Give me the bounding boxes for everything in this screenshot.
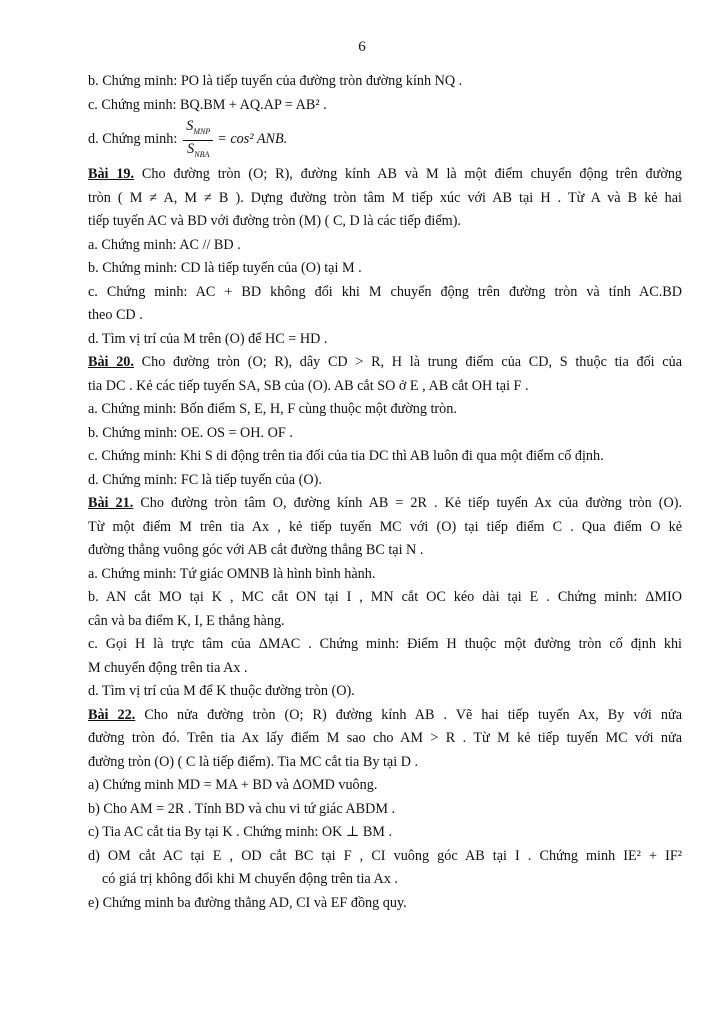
text-line	[88, 516, 682, 540]
fraction	[183, 118, 213, 163]
text-line	[88, 586, 682, 610]
exercise-heading: Bài 21.	[88, 495, 134, 511]
text-line	[88, 751, 682, 775]
line-text: d) OM cắt AC tại E , OD cắt BC tại F , CI vuông góc AB tại I . Chứng minh IE² + IF²	[88, 847, 682, 864]
exercise-heading: Bài 19.	[88, 166, 135, 182]
line-text: a. Chứng minh: Tứ giác OMNB là hình bình hành.	[88, 565, 376, 582]
line-text: tiếp tuyến AC và BD với đường tròn (M) ( C, D là các tiếp điểm).	[88, 213, 461, 229]
text-line	[88, 210, 682, 234]
fraction-prefix: d. Chứng minh:	[88, 131, 178, 148]
line-text: b. Chứng minh: CD là tiếp tuyến của (O) tại M .	[88, 260, 362, 276]
line-text: b. AN cắt MO tại K , MC cắt ON tại I , MN cắt OC kéo dài tại E . Chứng minh: ΔMIO	[88, 589, 682, 605]
document-body	[88, 70, 682, 915]
line-text: d. Tìm vị trí của M để K thuộc đường tròn (O).	[88, 683, 355, 699]
line-text: d. Tìm vị trí của M trên (O) để HC = HD .	[88, 330, 328, 347]
text-line	[88, 422, 682, 446]
text-line	[88, 492, 682, 516]
text-line	[88, 117, 682, 163]
exercise-heading: Bài 20.	[88, 354, 134, 370]
line-text: a. Chứng minh: AC // BD .	[88, 236, 241, 253]
text-line	[88, 845, 682, 869]
text-line	[88, 469, 682, 493]
line-text: c. Chứng minh: BQ.BM + AQ.AP = AB² .	[88, 96, 327, 113]
text-line	[88, 774, 682, 798]
fraction-numerator: $S_{MNP}$	[183, 118, 213, 141]
line-text: tia DC . Kẻ các tiếp tuyến SA, SB của (O). AB cắt SO ở E , AB cắt OH tại F .	[88, 377, 529, 394]
line-text: M chuyển động trên tia Ax .	[88, 659, 248, 676]
line-text: đường tròn đó. Trên tia Ax lấy điểm M sao cho AM > R . Từ M kẻ tiếp tuyến MC với nửa	[88, 730, 682, 746]
text-line	[88, 633, 682, 657]
line-text: đường thẳng vuông góc với AB cắt đường thẳng BC tại N .	[88, 542, 424, 558]
text-line	[88, 727, 682, 751]
text-line	[88, 610, 682, 634]
line-text: a) Chứng minh MD = MA + BD và ΔOMD vuông.	[88, 777, 378, 793]
page-number: 6	[358, 39, 366, 55]
text-line	[88, 70, 682, 94]
text-line	[88, 539, 682, 563]
line-text: cân và ba điểm K, I, E thẳng hàng.	[88, 612, 285, 629]
line-text: c. Chứng minh: AC + BD không đổi khi M chuyển động trên đường tròn và tính AC.BD	[88, 283, 682, 300]
line-text: Từ một điểm M trên tia Ax , kẻ tiếp tuyến MC với (O) tại tiếp điểm C . Qua điểm O kẻ	[88, 518, 682, 535]
line-text: Cho đường tròn (O; R), dây CD > R, H là trung điểm của CD, S thuộc tia đối của	[133, 354, 682, 370]
text-line	[88, 328, 682, 352]
line-text: tròn ( M ≠ A, M ≠ B ). Dựng đường tròn tâm M tiếp xúc với AB tại H . Từ A và B kẻ hai	[88, 189, 682, 206]
text-line	[88, 304, 682, 328]
line-text: e) Chứng minh ba đường thẳng AD, CI và EF đồng quy.	[88, 894, 407, 911]
line-text: đường tròn (O) ( C là tiếp điểm). Tia MC cắt tia By tại D .	[88, 753, 419, 770]
text-line	[88, 821, 682, 845]
line-text: c) Tia AC cắt tia By tại K . Chứng minh: OK ⊥ BM .	[88, 824, 392, 840]
line-text: Cho đường tròn tâm O, đường kính AB = 2R . Kẻ tiếp tuyến Ax của đường tròn (O).	[133, 495, 683, 511]
line-text: b) Cho AM = 2R . Tính BD và chu vi tứ giác ABDM .	[88, 800, 396, 817]
line-text: Cho nửa đường tròn (O; R) đường kính AB . Vẽ hai tiếp tuyến Ax, By với nửa	[135, 706, 682, 723]
text-line	[88, 704, 682, 728]
text-line	[88, 351, 682, 375]
exercise-heading: Bài 22.	[88, 706, 136, 723]
text-line	[88, 234, 682, 258]
line-text: Cho đường tròn (O; R), đường kính AB và M là một điểm chuyển động trên đường	[134, 166, 683, 182]
text-line	[88, 563, 682, 587]
text-line	[88, 281, 682, 305]
text-line	[88, 375, 682, 399]
line-text: có giá trị không đổi khi M chuyển động trên tia Ax .	[102, 871, 398, 887]
text-line	[88, 163, 682, 187]
line-text: c. Gọi H là trực tâm của ΔMAC . Chứng minh: Điểm H thuộc một đường tròn cố định khi	[88, 636, 682, 652]
text-line	[88, 187, 682, 211]
fraction-denominator: $S_{NBA}$	[187, 140, 210, 159]
text-line	[88, 94, 682, 118]
text-line	[88, 798, 682, 822]
line-text: theo CD .	[88, 307, 143, 323]
line-text: d. Chứng minh: FC là tiếp tuyến của (O).	[88, 471, 322, 488]
text-line	[88, 445, 682, 469]
text-line	[88, 657, 682, 681]
fraction-suffix: = cos² ANB.	[217, 131, 288, 148]
line-text: b. Chứng minh: PO là tiếp tuyến của đường tròn đường kính NQ .	[88, 73, 463, 89]
line-text: a. Chứng minh: Bốn điểm S, E, H, F cùng thuộc một đường tròn.	[88, 401, 457, 417]
line-text: c. Chứng minh: Khi S di động trên tia đối của tia DC thì AB luôn đi qua một điểm cố định.	[88, 448, 604, 464]
text-line	[88, 892, 682, 916]
text-line	[88, 868, 682, 892]
text-line	[88, 680, 682, 704]
text-line	[88, 257, 682, 281]
line-text: b. Chứng minh: OE. OS = OH. OF .	[88, 424, 293, 441]
text-line	[88, 398, 682, 422]
